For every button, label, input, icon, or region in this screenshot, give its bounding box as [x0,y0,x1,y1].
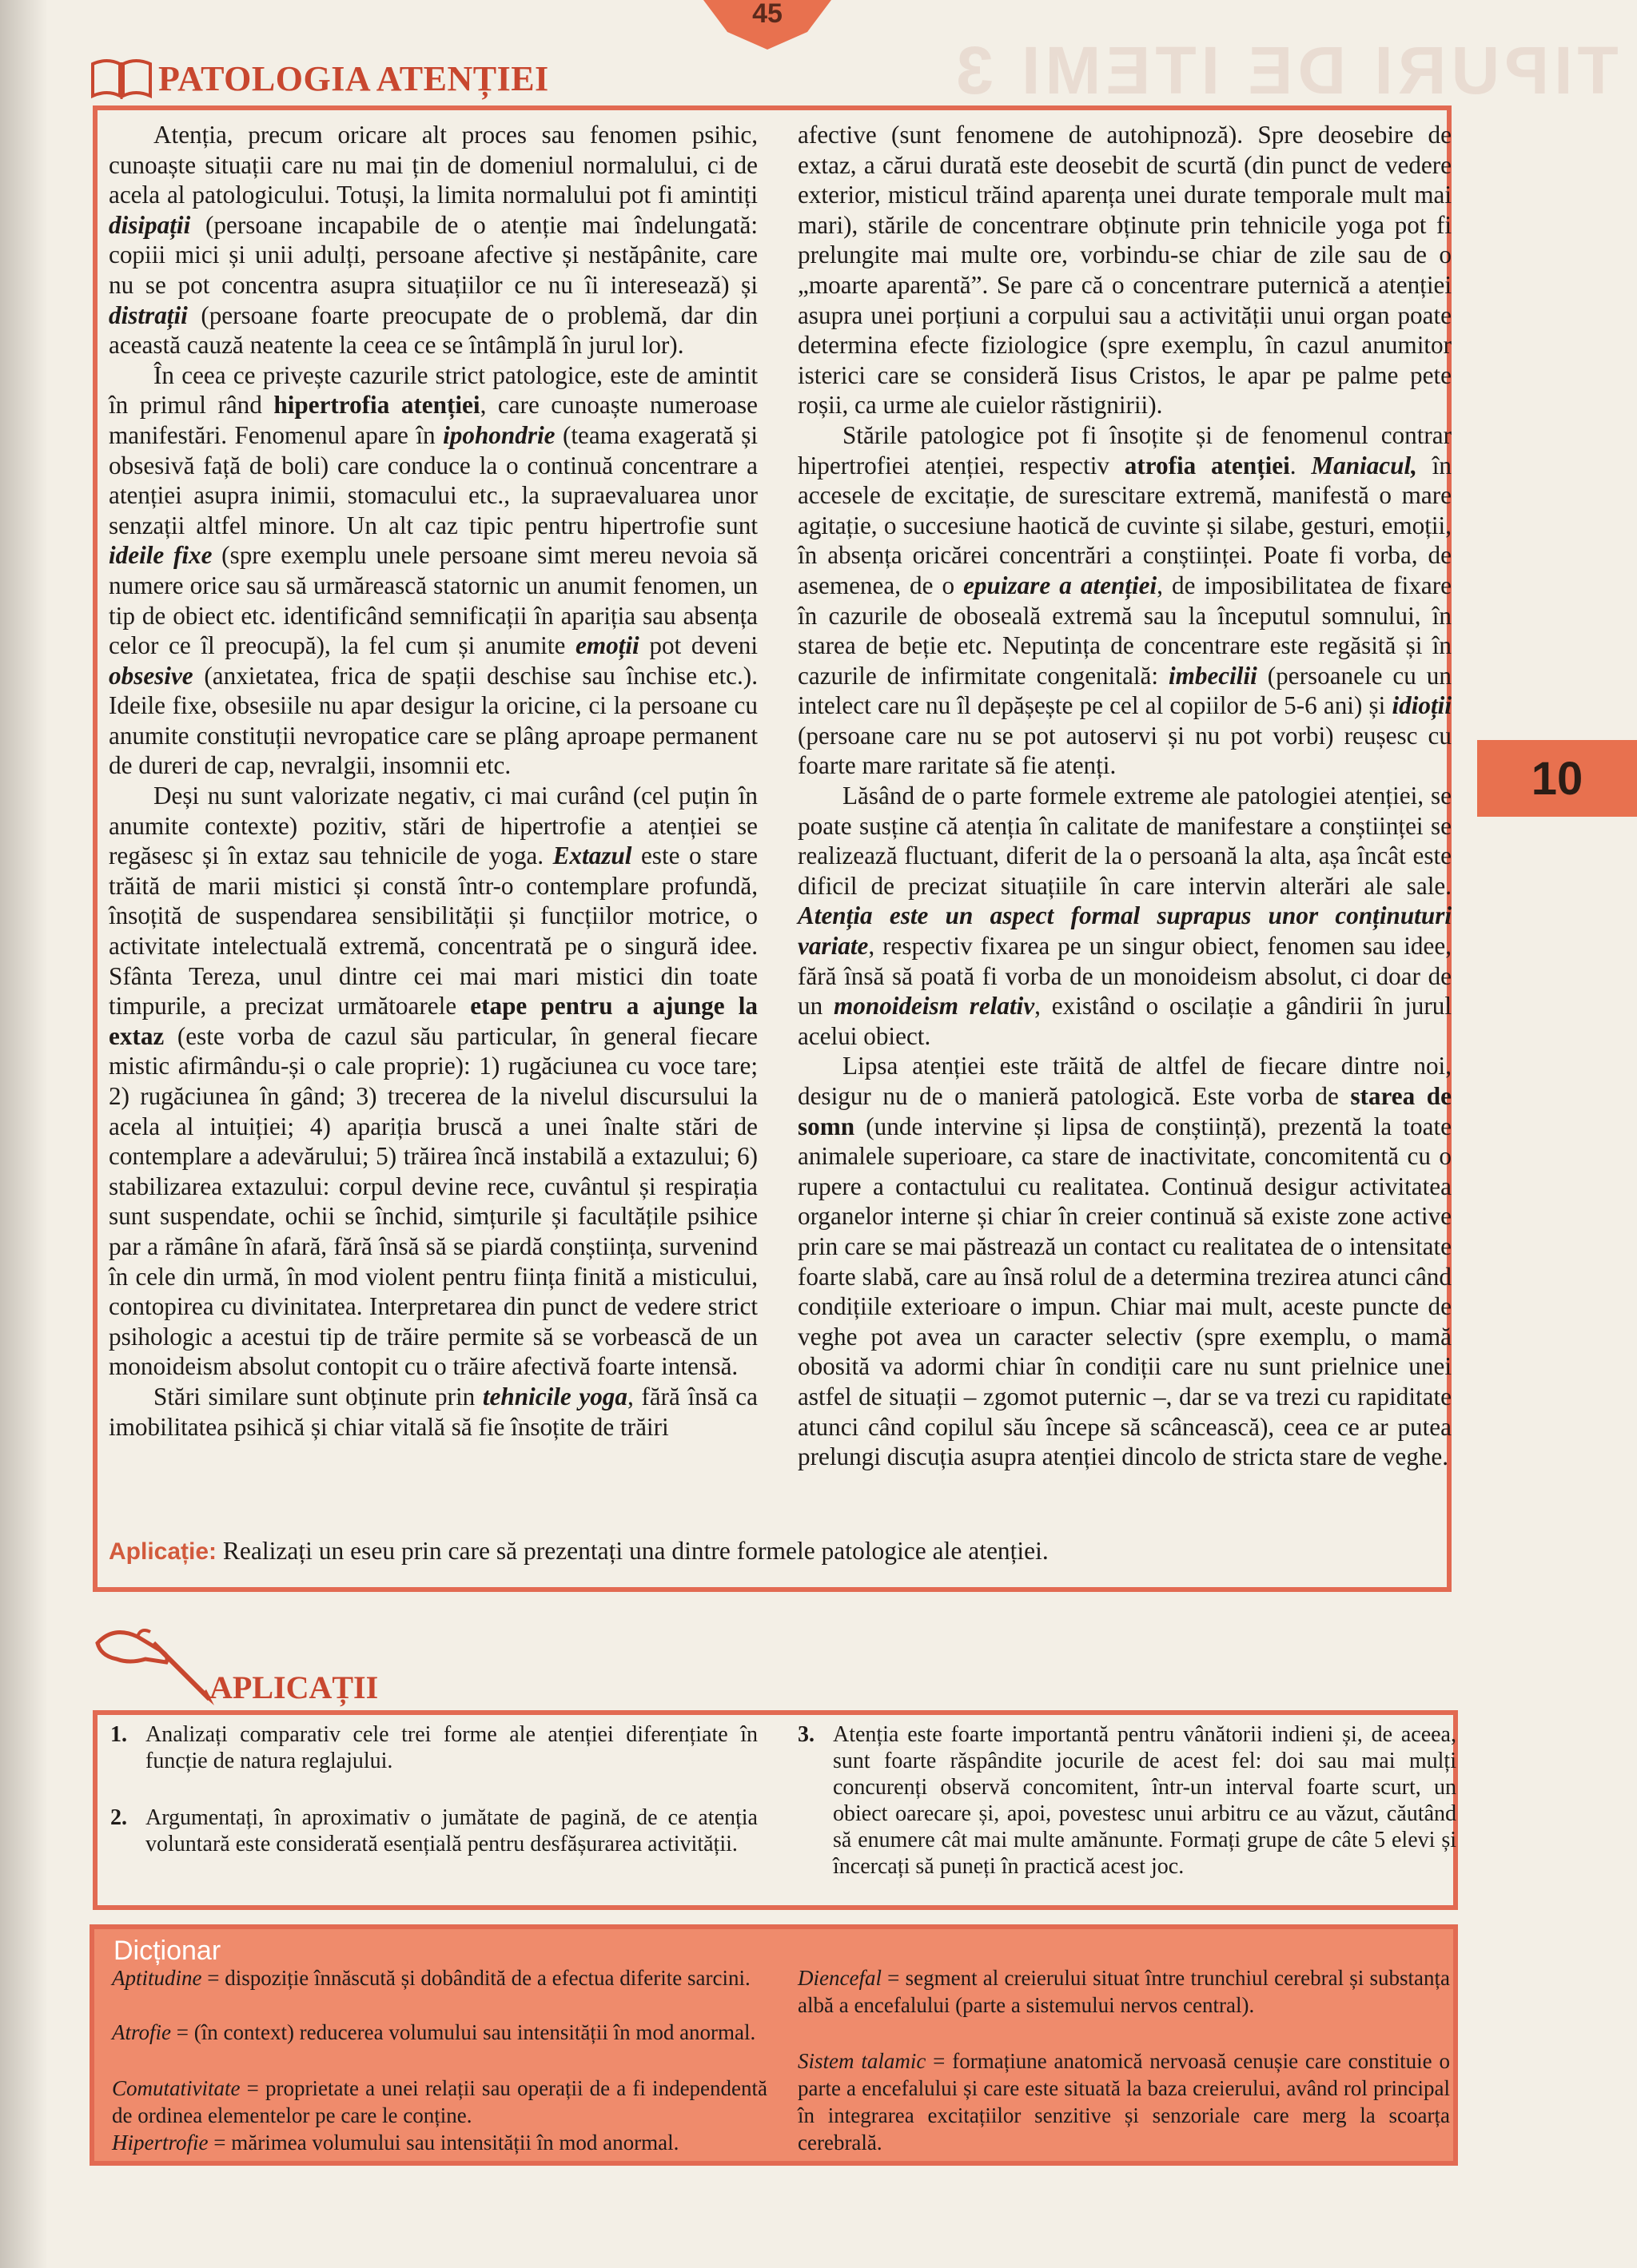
emphasized-term: monoideism relativ [834,992,1035,1021]
dictionary-entry [112,2019,767,2046]
text-run: Atenția, precum oricare alt proces sau fenomen psihic, cunoaște situații care nu mai țin de domeniul normalului, ci de acela al patologicului. Totuși, la limita normalului pot fi amintiți [109,121,758,209]
body-paragraph [798,420,1452,781]
dictionary-definition: = proprietate a unei relații sau operații de a fi independentă de ordinea elementelor pe care le conține. [112,2076,767,2127]
emphasized-term: emoții [576,631,639,660]
text-run: Deși nu sunt valorizate negativ, ci mai curând (cel puțin în anumite contexte) pozitiv, stări de hipertrofie a atenției se regăsesc și în extaz sau tehnicile de yoga. [109,782,758,870]
emphasized-term: Maniacul, [1311,451,1417,479]
text-run: Lipsa atenției este trăită de altfel de fiecare dintre noi, desigur nu de o manieră patologică. Este vorba de [798,1052,1452,1110]
item-text: Analizați comparativ cele trei forme ale atenției diferențiate în funcție de natura reglajului. [145,1722,758,1773]
dictionary-term: Aptitudine [112,1966,202,1990]
dictionary-term: Diencefal [798,1966,882,1990]
item-number: 2. [110,1805,127,1830]
section-title: PATOLOGIA ATENȚIEI [158,58,549,98]
body-paragraph [109,360,758,781]
text-run: (unde intervine și lipsa de conștiință), prezentă la toate animalele superioare, ca stare de inactivitate, concomitentă cu o rupere a contactului cu realitatea. Continuă desigur activitatea organelor interne și chiar în creier continuă să existe zone active prin care se mai păstrează un contact cu realitatea de o intensitate foarte slabă, care au însă rolul de a determina trezirea atunci când condițiile exterioare o impun. Chiar mai mult, aceste puncte de veghe pot avea un caracter selectiv (spre exemplu, o mamă obosită va adormi chiar în condiții care nu sunt prielnice unei astfel de situații – zgomot puternic –, dar se va trezi cu rapiditate atunci când copilul său începe să scâncească), ceea ce ar putea prelungi discuția asupra atenției dincolo de stricta stare de veghe. [798,1112,1452,1471]
dictionary-title: Dicționar [114,1936,221,1966]
emphasized-term: tehnicile yoga [482,1382,627,1411]
aplicatii-item-3 [798,1721,1456,1880]
dictionary-term: Hipertrofie [112,2131,209,2155]
emphasized-term: imbecilii [1168,661,1257,690]
text-run: Lăsând de o parte formele extreme ale patologiei atenției, se poate susține că atenția în calitate de manifestare a conștiinței se realizează fluctuant, diferit de la o persoană la alta, așa încât este dificil de precizat situațiile în care intervin alterări ale sale. [798,782,1452,900]
text-run: (persoanele cu un intelect care nu îl depășește pe cel al copiilor de 5-6 ani) și [798,661,1452,720]
aplicatie-label: Aplicație: [109,1538,217,1565]
emphasized-term: ideile fixe [109,541,213,570]
item-text: Argumentați, în aproximativ o jumătate de pagină, de ce atenția voluntară este considerată esențială pentru desfășurarea activității. [145,1805,758,1856]
body-paragraph [798,781,1452,1051]
text-run: (teama exagerată și obsesivă față de boli) care conduce la o continuă concentrare a atenției asupra inimii, stomacului etc., la supraevaluarea unor senzații altfel minore. Un alt caz tipic pentru hipertrofie sunt [109,420,758,539]
text-run: Stările patologice pot fi însoțite și de fenomenul contrar hipertrofiei atenției, respectiv [798,420,1452,479]
left-text-column [109,120,758,1442]
text-run: (este vorba de cazul său particular, în general fiecare mistic afirmându-și o cale proprie): 1) rugăciunea cu voce tare; 2) rugăciunea în gând; 3) trecerea de la nivelul discursului la acela al intuiției; 4) apariția bruscă a unei înalte stări de contemplare a adevărului; 5) trăirea încă instabilă a extazului; 6) stabilizarea extazului: corpul devine rece, cuvântul și respirația sunt suspendate, ochii se închid, simțurile și facultățile psihice par a rămâne în afară, fără însă să se piardă conștiința, survenind în cele din urmă, în mod violent pentru ființa finită a misticului, contopirea cu divinitatea. Interpretarea din punct de vedere strict psihologic a acestui tip de trăire permite să se vorbească de un monoideism absolut contopit cu o trăire afectivă foarte intensă. [109,1021,758,1381]
emphasized-term: hipertrofia atenției [273,391,480,420]
item-number: 1. [110,1722,127,1747]
text-run: în accesele de excitație, de surescitare extremă, manifestă o mare agitație, o succesiune haotică de cuvinte și silabe, gesturi, emoții, în absența oricărei concentrări a conștiinței. Poate fi vorba, de asemenea, de o [798,451,1452,599]
body-paragraph [798,120,1452,420]
body-paragraph [109,1382,758,1442]
text-run: , existând o oscilație a gândirii în jurul acelui obiect. [798,992,1452,1050]
dictionary-definition: = mărimea volumului sau intensității în mod anormal. [208,2131,679,2155]
aplicatie-line [109,1537,1049,1566]
text-run: (spre exemplu unele persoane simt mereu nevoia să numere orice sau să urmărească statornic un anumit fenomen, un tip de obiect etc. identificând semnificații în apariția sau absența celor ce îl preocupă), la fel cum și anumite [109,541,758,660]
text-run: (anxietatea, frica de spații deschise sau închise etc.). Ideile fixe, obsesiile nu apar desigur la oricine, ci la persoane cu anumite constituții nevropatice care se plâng aproape permanent de dureri de cap, nevralgii, insomnii etc. [109,661,758,780]
emphasized-term: Atenția este un aspect formal suprapus unor conținuturi variate [798,901,1452,961]
text-run: (persoane care nu se pot autoservi și nu pot vorbi) reușesc cu foarte mare raritate să fie atenți. [798,721,1452,780]
dictionary-entry [798,1964,1450,2019]
page-number-badge [703,0,831,50]
page-number: 45 [752,0,783,29]
emphasized-term: Extazul [552,842,632,870]
dictionary-entry [798,2047,1450,2156]
aplicatie-text: Realizați un eseu prin care să prezentați una dintre formele patologice ale atenției. [217,1537,1049,1565]
emphasized-term: atrofia atenției [1124,451,1290,479]
emphasized-term: distrații [109,300,188,329]
text-run: este o stare trăită de marii mistici și constă într-o contemplare profundă, însoțită de suspendarea sensibilității și funcțiilor motrice, o activitate intelectuală extremă, concentrată pe o singură idee. Sfânta Tereza, unul dintre cei mai mari mistici din toate timpurile, a precizat următoarele [109,842,758,1021]
body-paragraph [798,1051,1452,1471]
dictionary-term: Sistem talamic [798,2049,926,2073]
emphasized-term: etape pentru a ajunge la extaz [109,992,758,1050]
text-run: Stări similare sunt obținute prin [153,1382,483,1411]
text-run: . [1289,451,1312,479]
dictionary-definition: = (în context) reducerea volumului sau intensității în mod anormal. [171,2020,756,2044]
dictionary-definition: = segment al creierului situat între trunchiul cerebral și substanța albă a encefalului (parte a sistemului nervos central). [798,1966,1450,2017]
dictionary-term: Atrofie [112,2020,171,2044]
text-run: (persoane incapabile de o atenție mai îndelungată: copiii mici și unii adulți, persoane afective și nestăpânite, care nu se pot concentra asupra situațiilor ce nu îi interesează) și [109,210,758,299]
body-paragraph [109,120,758,360]
text-run: , de imposibilitatea de fixare în cazurile de oboseală extremă sau la începutul somnului, în starea de beție etc. Neputința de concentrare este regăsită și în cazurile de infirmitate congenitală: [798,571,1452,690]
item-number: 3. [798,1722,815,1747]
aplicatii-title: APLICAȚII [209,1669,379,1705]
text-run: afective (sunt fenomene de autohipnoză). Spre deosebire de extaz, a cărui durată este deosebit de scurtă (din punct de vedere exterior, misticul trăind aparența unei durate temporale mult mai mari), stările de concentrare obținute prin tehnicile yoga pot fi prelungite mai multe ore, vorbindu-se chiar de zile sau de o „moarte aparentă”. Se pare că o concentrare puternică a atenției asupra unei porțiuni a corpului sau a activității unui organ poate determina efecte fiziologice (spre exemplu, în cazul anumitor isterici care se consideră Iisus Cristos, le apar pe palme pete roșii, ca urme ale cuielor răstignirii). [798,121,1452,420]
ghost-show-through-text: TIPURI DE ITEMI 3 [951,33,1619,108]
writing-hand-icon [90,1619,217,1707]
emphasized-term: obsesive [109,661,193,690]
emphasized-term: idioții [1392,691,1452,720]
text-run: , fără însă ca imobilitatea psihică și chiar vitală să fie însoțite de trăiri [109,1382,758,1441]
text-run: În ceea ce privește cazurile strict patologice, este de amintit în primul rând [109,360,758,420]
aplicatii-item-2 [110,1804,758,1857]
text-run: (persoane foarte preocupate de o problemă, dar din această cauză neatente la ceea ce se întâmplă în jurul lor). [109,300,758,360]
dictionary-entry [112,2075,767,2129]
chapter-number: 10 [1531,752,1583,805]
page-edge-shadow [0,0,48,2268]
item-text: Atenția este foarte importantă pentru vânătorii indieni și, de aceea, sunt foarte răspândite jocurile de acest fel: doi sau mai mulți concurenți observă concomitent, într-un interval foarte scurt, un obiect oarecare și, apoi, povestesc unui arbitru ce au văzut, căutând să enumere cât mai multe amănunte. Formați grupe de câte 5 elevi și încercați să puneți în practică acest joc. [833,1722,1456,1879]
right-text-column [798,120,1452,1472]
emphasized-term: epuizare a atenției [963,571,1157,599]
dictionary-term: Comutativitate [112,2076,241,2100]
dictionary-definition: = formațiune anatomică nervoasă cenușie care constituie o parte a encefalului și care este situată la baza creierului, având rol principal în integrarea excitațiilor senzitive și senzoriale care merg la scoarța cerebrală. [798,2049,1450,2155]
emphasized-term: ipohondrie [443,420,556,449]
emphasized-term: starea de somn [798,1082,1452,1140]
section-header [90,54,549,102]
dictionary-entry [112,1964,767,1991]
emphasized-term: disipații [109,210,191,239]
dictionary-entry [112,2129,767,2156]
open-book-icon [90,56,153,101]
aplicatii-item-1 [110,1721,758,1774]
text-run: , care cunoaște numeroase manifestări. Fenomenul apare în [109,391,758,449]
text-run: , respectiv fixarea pe un singur obiect, fenomen sau idee, fără însă să poată fi vorba de un monoideism absolut, ci doar de un [798,932,1452,1021]
chapter-tab [1477,740,1637,817]
text-run: pot deveni [639,631,758,660]
dictionary-definition: = dispoziție înnăscută și dobândită de a efectua diferite sarcini. [201,1966,751,1990]
body-paragraph [109,781,758,1382]
